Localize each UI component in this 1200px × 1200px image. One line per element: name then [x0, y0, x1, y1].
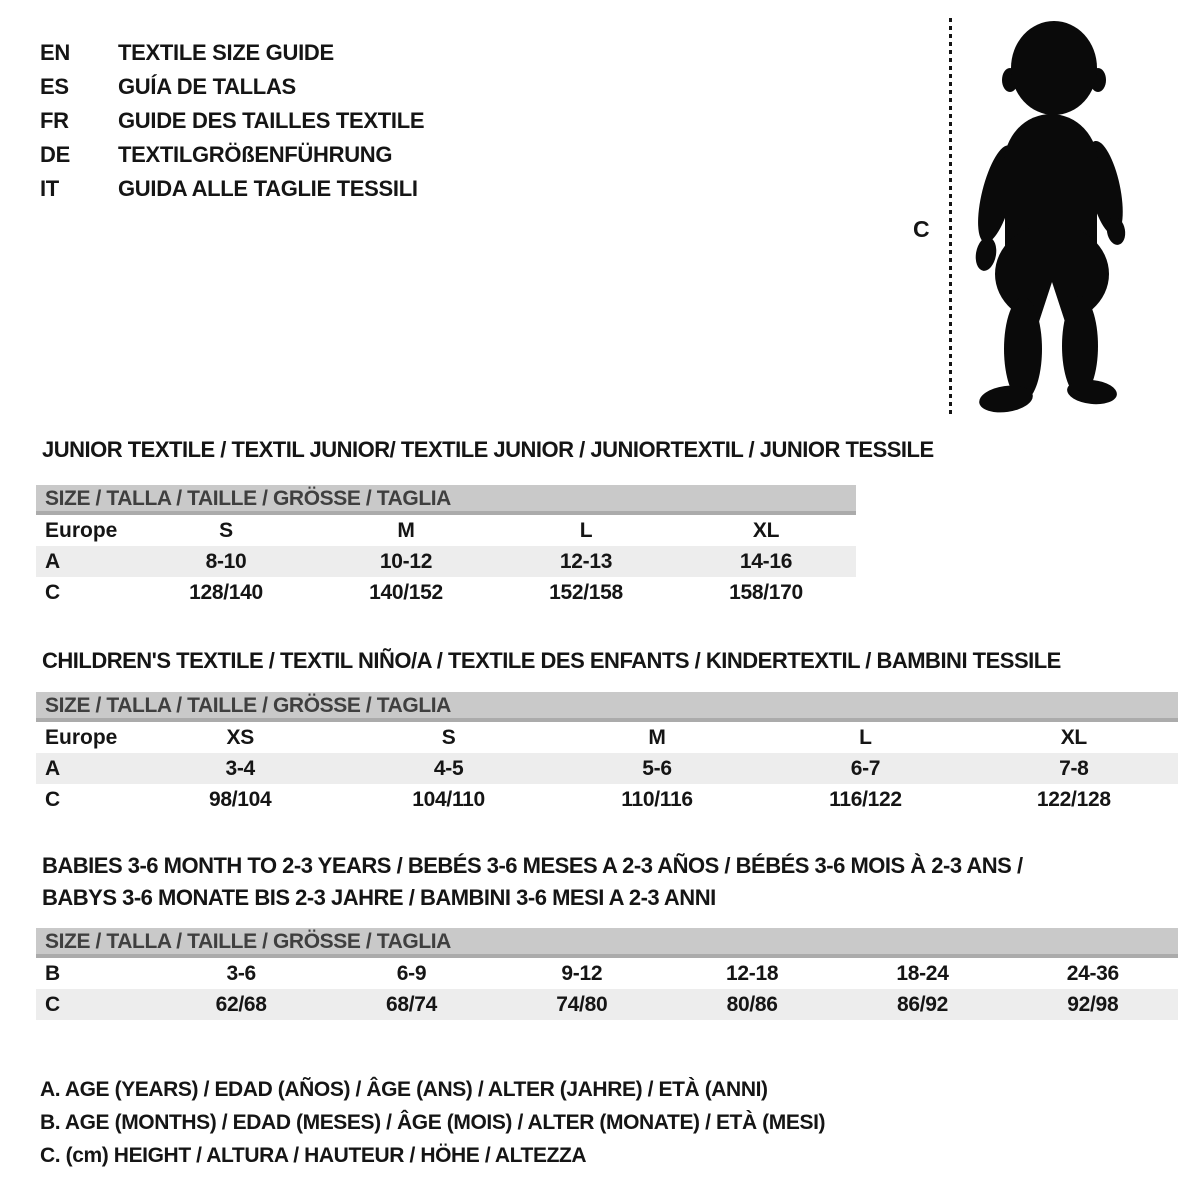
table-row	[36, 784, 1178, 815]
size-cell: S	[219, 519, 233, 542]
footnote-c: C. (cm) HEIGHT / ALTURA / HAUTEUR / HÖHE / ALTEZZA	[40, 1144, 587, 1167]
table-row	[36, 515, 856, 546]
size-cell: 14-16	[739, 550, 793, 573]
size-cell: 8-10	[205, 550, 247, 573]
children-size-table	[36, 692, 1178, 815]
size-cell: 62/68	[215, 993, 267, 1016]
size-cell: 92/98	[1067, 993, 1119, 1016]
language-row	[40, 36, 424, 70]
language-row	[40, 104, 424, 138]
size-cell: 152/158	[549, 581, 623, 604]
height-measure-label: C	[913, 216, 930, 242]
guide-title-fr: GUIDE DES TAILLES TEXTILE	[118, 108, 425, 133]
size-cell: XL	[752, 519, 780, 542]
table-row	[36, 989, 1178, 1020]
section-title-junior: JUNIOR TEXTILE / TEXTIL JUNIOR/ TEXTILE JUNIOR / JUNIORTEXTIL / JUNIOR TESSILE	[42, 437, 934, 462]
row-label: C	[45, 788, 61, 811]
size-cell: 140/152	[369, 581, 443, 604]
size-cell: 12-18	[726, 962, 779, 985]
language-row	[40, 138, 424, 172]
language-row	[40, 70, 424, 104]
guide-title-es: GUÍA DE TALLAS	[118, 74, 296, 99]
size-cell: M	[397, 519, 415, 542]
language-title-list	[40, 36, 424, 206]
table-row	[36, 753, 1178, 784]
babies-size-table	[36, 928, 1178, 1020]
size-cell: XL	[1060, 726, 1087, 749]
size-cell: XS	[226, 726, 254, 749]
language-code: DE	[40, 142, 70, 167]
table-row	[36, 958, 1178, 989]
size-cell: 98/104	[208, 788, 272, 811]
size-cell: 128/140	[189, 581, 263, 604]
language-row	[40, 172, 424, 206]
size-cell: 12-13	[559, 550, 613, 573]
row-label: A	[45, 757, 61, 780]
size-cell: 18-24	[896, 962, 949, 985]
table-row	[36, 546, 856, 577]
height-measure-line	[949, 18, 952, 415]
guide-title-en: TEXTILE SIZE GUIDE	[118, 40, 334, 65]
size-cell: L	[579, 519, 593, 542]
footnote-b: B. AGE (MONTHS) / EDAD (MESES) / ÂGE (MOIS) / ALTER (MONATE) / ETÀ (MESI)	[40, 1111, 826, 1134]
language-code: FR	[40, 108, 69, 133]
size-cell: 7-8	[1059, 757, 1089, 780]
language-code: EN	[40, 40, 70, 65]
row-label: B	[45, 962, 61, 985]
section-title-babies-line1: BABIES 3-6 MONTH TO 2-3 YEARS / BEBÉS 3-6 MESES A 2-3 AÑOS / BÉBÉS 3-6 MOIS À 2-3 ANS /	[42, 853, 1023, 878]
table-row	[36, 722, 1178, 753]
language-code: IT	[40, 176, 59, 201]
row-label: C	[45, 993, 61, 1016]
size-cell: 5-6	[642, 757, 672, 780]
size-cell: 6-9	[396, 962, 427, 985]
size-cell: 6-7	[850, 757, 881, 780]
guide-title-de: TEXTILGRÖßENFÜHRUNG	[118, 142, 393, 167]
size-cell: 74/80	[556, 993, 608, 1016]
size-cell: 68/74	[385, 993, 438, 1016]
size-cell: 86/92	[896, 993, 948, 1016]
size-cell: 9-12	[561, 962, 603, 985]
footnote-a: A. AGE (YEARS) / EDAD (AÑOS) / ÂGE (ANS) / ALTER (JAHRE) / ETÀ (ANNI)	[40, 1078, 768, 1101]
row-label: C	[45, 581, 61, 604]
row-label: A	[45, 550, 61, 573]
size-cell: 3-6	[226, 962, 256, 985]
size-cell: 104/110	[412, 788, 485, 811]
size-cell: S	[441, 726, 456, 749]
size-header-band: SIZE / TALLA / TAILLE / GRÖSSE / TAGLIA	[36, 485, 856, 515]
size-cell: 4-5	[433, 757, 464, 780]
size-cell: 122/128	[1036, 788, 1111, 811]
section-title-children: CHILDREN'S TEXTILE / TEXTIL NIÑO/A / TEXTILE DES ENFANTS / KINDERTEXTIL / BAMBINI TESSILE	[42, 648, 1061, 673]
size-cell: 110/116	[621, 788, 693, 811]
size-cell: M	[648, 726, 666, 749]
size-cell: 116/122	[829, 788, 902, 811]
size-header-band: SIZE / TALLA / TAILLE / GRÖSSE / TAGLIA	[36, 692, 1178, 722]
footnotes	[40, 1073, 825, 1172]
size-cell: 80/86	[726, 993, 778, 1016]
size-cell: 158/170	[729, 581, 803, 604]
size-cell: 24-36	[1066, 962, 1119, 985]
table-row	[36, 577, 856, 608]
language-code: ES	[40, 74, 69, 99]
size-cell: 10-12	[379, 550, 433, 573]
size-cell: 3-4	[225, 757, 255, 780]
section-title-babies	[42, 850, 1023, 914]
section-title-babies-line2: BABYS 3-6 MONATE BIS 2-3 JAHRE / BAMBINI 3-6 MESI A 2-3 ANNI	[42, 885, 716, 910]
junior-size-table	[36, 485, 856, 608]
row-label: Europe	[45, 519, 118, 542]
baby-silhouette-icon	[958, 16, 1140, 418]
size-header-band: SIZE / TALLA / TAILLE / GRÖSSE / TAGLIA	[36, 928, 1178, 958]
guide-title-it: GUIDA ALLE TAGLIE TESSILI	[118, 176, 418, 201]
row-label: Europe	[45, 726, 118, 749]
size-cell: L	[859, 726, 872, 749]
